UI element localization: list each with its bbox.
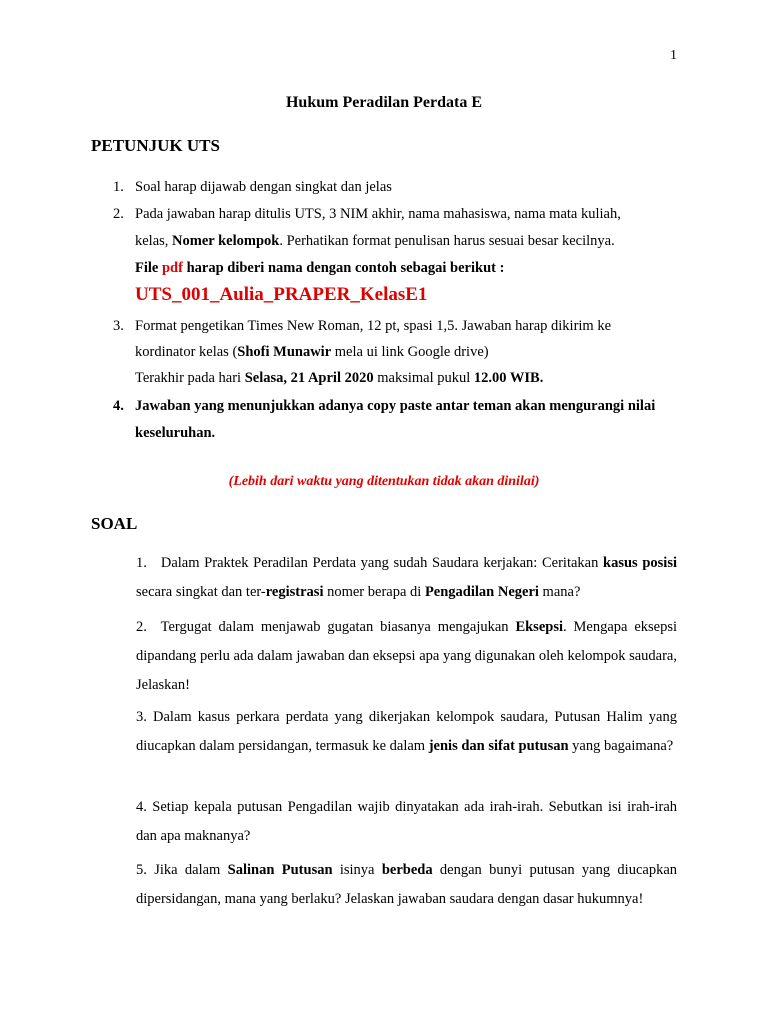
- bold-term: registrasi: [265, 584, 324, 600]
- soal-heading: SOAL: [91, 514, 138, 533]
- item-text: Jawaban yang menunjukkan adanya copy paste antar teman akan mengurangi nilai: [135, 398, 656, 414]
- text-run: Dalam Praktek Peradilan Perdata yang sudah Saudara kerjakan: Ceritakan: [160, 555, 604, 571]
- text-run: yang bagaimana?: [568, 738, 674, 754]
- petunjuk-item-2-line-2: [135, 231, 615, 251]
- text-run: . Mengapa eksepsi dipandang perlu ada dalam jawaban dan eksepsi apa yang digunakan oleh kelompok saudara, Jelaskan!: [136, 619, 678, 693]
- coordinator-name: Shofi Munawir: [237, 344, 332, 360]
- text-run: Terakhir pada hari: [135, 370, 245, 386]
- text-run: secara singkat dan ter-: [136, 584, 266, 600]
- text-run: Setiap kepala putusan Pengadilan wajib dinyatakan ada irah-irah. Sebutkan isi irah-irah dan apa maknanya?: [136, 799, 677, 844]
- item-text: Soal harap dijawab dengan singkat dan jelas: [135, 179, 392, 195]
- bold-term: Salinan Putusan: [227, 862, 333, 878]
- petunjuk-item-3-line-3: [135, 368, 543, 388]
- petunjuk-item-4: [113, 396, 655, 416]
- question-number: 5.: [136, 862, 147, 878]
- petunjuk-item-2: [113, 204, 621, 224]
- petunjuk-heading: PETUNJUK UTS: [91, 136, 220, 155]
- late-warning: (Lebih dari waktu yang ditentukan tidak akan dinilai): [228, 474, 540, 489]
- question-2: [136, 613, 677, 700]
- petunjuk-item-2-file-line: [135, 258, 504, 278]
- question-3: [136, 703, 677, 761]
- question-4: [136, 793, 677, 851]
- text-run: isinya: [332, 862, 382, 878]
- question-1: [136, 549, 677, 607]
- question-number: 4.: [136, 799, 147, 815]
- question-5: [136, 856, 677, 914]
- question-number: 2.: [136, 619, 147, 635]
- petunjuk-item-1: [113, 177, 392, 197]
- nomer-kelompok-bold: Nomer kelompok: [172, 233, 280, 249]
- pdf-highlight: pdf: [161, 260, 183, 276]
- bold-term: jenis dan sifat putusan: [428, 738, 569, 754]
- text-run: Tergugat dalam menjawab gugatan biasanya mengajukan: [160, 619, 516, 635]
- bold-term: Pengadilan Negeri: [424, 584, 539, 600]
- item-number: 3.: [113, 318, 124, 334]
- text-run: . Perhatikan format penulisan harus sesuai besar kecilnya.: [279, 233, 615, 249]
- text-run: kelas,: [135, 233, 173, 249]
- item-text: Pada jawaban harap ditulis UTS, 3 NIM akhir, nama mahasiswa, nama mata kuliah,: [135, 206, 621, 222]
- text-run: maksimal pukul: [373, 370, 474, 386]
- petunjuk-item-4-line-2: keseluruhan.: [135, 425, 216, 441]
- deadline-date: Selasa, 21 April 2020: [244, 370, 374, 386]
- text-run: harap diberi nama dengan contoh sebagai berikut :: [182, 260, 505, 276]
- petunjuk-item-3-line-2: [135, 342, 489, 362]
- page-number: 1: [670, 48, 677, 63]
- text-run: mela ui link Google drive): [331, 344, 489, 360]
- bold-term: kasus posisi: [603, 555, 677, 571]
- text-run: Jika dalam: [154, 862, 228, 878]
- deadline-time: 12.00 WIB.: [473, 370, 544, 386]
- text-run: dengan bunyi putusan yang diucapkan dipersidangan, mana yang berlaku? Jelaskan jawaban saudara dengan dasar hukumnya!: [136, 862, 678, 907]
- text-run: File: [135, 260, 162, 276]
- example-filename: UTS_001_Aulia_PRAPER_KelasE1: [135, 284, 428, 305]
- bold-term: Eksepsi: [515, 619, 563, 635]
- text-run: mana?: [538, 584, 581, 600]
- question-number: 1.: [136, 555, 147, 571]
- item-number: 4.: [113, 398, 124, 414]
- item-text: Format pengetikan Times New Roman, 12 pt, spasi 1,5. Jawaban harap dikirim ke: [135, 318, 612, 334]
- text-run: Dalam kasus perkara perdata yang dikerjakan kelompok saudara, Putusan Halim yang diucapkan dalam persidangan, termasuk ke dalam: [136, 709, 677, 754]
- item-number: 1.: [113, 179, 124, 195]
- petunjuk-item-3: [113, 316, 611, 336]
- text-run: nomer berapa di: [323, 584, 425, 600]
- bold-term: berbeda: [381, 862, 433, 878]
- text-run: kordinator kelas (: [135, 344, 238, 360]
- document-title: Hukum Peradilan Perdata E: [285, 94, 482, 111]
- question-number: 3.: [136, 709, 147, 725]
- item-number: 2.: [113, 206, 124, 222]
